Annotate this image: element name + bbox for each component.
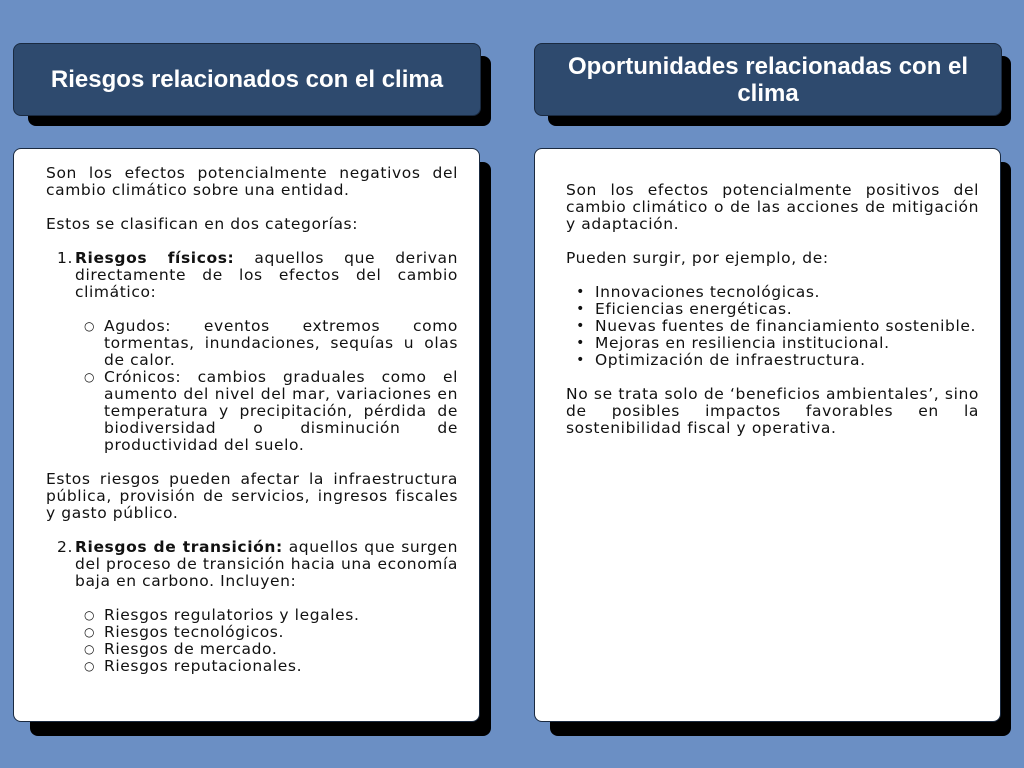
- bullet-dot-icon: •: [576, 352, 585, 368]
- list-item: ○ Agudos: eventos extremos como tormentas, inundaciones, sequías u olas de calor.: [75, 318, 458, 369]
- right-title-text: Oportunidades relacionadas con el clima: [567, 52, 969, 107]
- physical-risks-list: [46, 318, 458, 454]
- list-item: ○ Riesgos regulatorios y legales.: [75, 607, 458, 624]
- list-item: • Eficiencias energéticas.: [566, 301, 979, 318]
- bullet-dot-icon: •: [576, 318, 585, 334]
- category-title: Riesgos físicos:: [75, 249, 235, 267]
- bullet-dot-icon: •: [576, 301, 585, 317]
- category-physical: [46, 250, 458, 301]
- list-item: ○ Riesgos de mercado.: [75, 641, 458, 658]
- right-panel: [534, 148, 1001, 722]
- category-description: aquellos que derivan directamente de los efectos del cambio climático:: [75, 249, 458, 301]
- list-item: ○ Riesgos reputacionales.: [75, 658, 458, 675]
- hollow-circle-bullet-icon: ○: [83, 608, 96, 622]
- effects-paragraph: Estos riesgos pueden afectar la infraestructura pública, provisión de servicios, ingresos fiscales y gasto público.: [46, 470, 458, 522]
- right-intro: Son los efectos potencialmente positivos del cambio climático o de las acciones de mitigación y adaptación.: [566, 181, 979, 233]
- bullet-dot-icon: •: [576, 335, 585, 351]
- hollow-circle-bullet-icon: ○: [83, 642, 96, 656]
- list-item: • Mejoras en resiliencia institucional.: [566, 335, 979, 352]
- category-description: aquellos que surgen del proceso de transición hacia una economía baja en carbono. Incluyen:: [75, 538, 458, 590]
- category-number: 1.: [57, 249, 73, 267]
- hollow-circle-bullet-icon: ○: [83, 370, 96, 384]
- right-title: [534, 43, 1002, 116]
- examples-intro: Pueden surgir, por ejemplo, de:: [566, 249, 829, 267]
- category-number: 2.: [57, 538, 73, 556]
- category-title: Riesgos de transición:: [75, 538, 283, 556]
- list-item: • Nuevas fuentes de financiamiento sostenible.: [566, 318, 979, 335]
- left-intro: Son los efectos potencialmente negativos del cambio climático sobre una entidad.: [46, 164, 458, 199]
- transition-risks-list: [46, 607, 458, 675]
- closing-paragraph: No se trata solo de ‘beneficios ambientales’, sino de posibles impactos favorables en la sostenibilidad fiscal y operativa.: [566, 385, 979, 437]
- list-item: • Optimización de infraestructura.: [566, 352, 979, 369]
- opportunities-list: [566, 284, 979, 369]
- list-item: ○ Riesgos tecnológicos.: [75, 624, 458, 641]
- hollow-circle-bullet-icon: ○: [83, 625, 96, 639]
- category-transition: [46, 539, 458, 590]
- left-panel: [13, 148, 480, 722]
- list-item: ○ Crónicos: cambios graduales como el aumento del nivel del mar, variaciones en temperatura y precipitación, pérdida de biodiversidad o disminución de productividad del suelo.: [75, 369, 458, 454]
- bullet-dot-icon: •: [576, 284, 585, 300]
- categories-intro: Estos se clasifican en dos categorías:: [46, 215, 359, 233]
- left-title-text: Riesgos relacionados con el clima: [50, 66, 444, 93]
- hollow-circle-bullet-icon: ○: [83, 659, 96, 673]
- hollow-circle-bullet-icon: ○: [83, 319, 96, 333]
- list-item: • Innovaciones tecnológicas.: [566, 284, 979, 301]
- left-title: [13, 43, 481, 116]
